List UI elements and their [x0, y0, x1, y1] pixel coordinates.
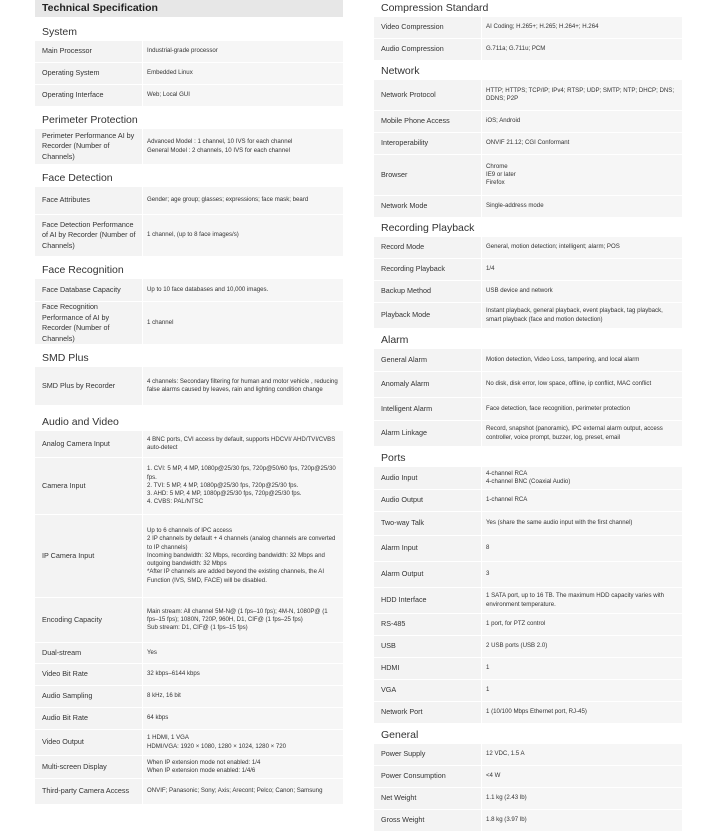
spec-row-hdd-interface — [374, 588, 682, 613]
spec-label: Audio Compression — [381, 44, 444, 54]
section-title-face-recognition: Face Recognition — [42, 264, 124, 276]
spec-row-power-supply — [374, 744, 682, 765]
spec-value: General, motion detection; intelligent; alarm; POS — [481, 237, 682, 258]
spec-label: Face Attributes — [42, 195, 90, 205]
spec-value: Face detection, face recognition, perimeter protection — [481, 398, 682, 420]
spec-label: RS-485 — [381, 619, 406, 629]
spec-value: 2 USB ports (USB 2.0) — [481, 636, 682, 657]
spec-row-two-way-talk — [374, 512, 682, 535]
spec-label: VGA — [381, 685, 397, 695]
left-column — [35, 0, 343, 805]
spec-label: Anomaly Alarm — [381, 379, 430, 389]
spec-value: Advanced Model : 1 channel, 10 IVS for each channel General Model : 2 channels, 10 IVS for each channel — [142, 129, 343, 164]
spec-row-usb — [374, 636, 682, 657]
spec-label: Perimeter Performance AI by Recorder (Number of Channels) — [42, 130, 135, 161]
section-title-face-detection: Face Detection — [42, 172, 113, 184]
spec-label: Audio Sampling — [42, 691, 93, 701]
spec-row-face-recognition-performance-of-ai-by-recorder-number-of-channels — [35, 302, 343, 344]
spec-row-gross-weight — [374, 810, 682, 831]
spec-row-playback-mode — [374, 303, 682, 328]
spec-row-power-consumption — [374, 766, 682, 787]
spec-row-browser — [374, 155, 682, 195]
spec-value: Yes — [142, 643, 343, 663]
spec-label: Record Mode — [381, 242, 425, 252]
spec-value: 8 — [481, 536, 682, 561]
spec-label: Audio Bit Rate — [42, 713, 88, 723]
spec-value: 4 channels: Secondary filtering for human and motor vehicle , reducing false alarms caused by leaves, rain and lighting condition change — [142, 367, 343, 405]
section-title-network: Network — [381, 65, 420, 77]
spec-row-hdmi — [374, 658, 682, 679]
spec-label: Video Output — [42, 737, 84, 747]
spec-label: Dual-stream — [42, 647, 82, 657]
spec-row-audio-input — [374, 467, 682, 489]
spec-row-record-mode — [374, 237, 682, 258]
right-column — [374, 0, 682, 832]
spec-value: 32 kbps–6144 kbps — [142, 664, 343, 685]
spec-row-net-weight — [374, 788, 682, 809]
spec-value: 1 port, for PTZ control — [481, 614, 682, 635]
spec-label: Audio Input — [381, 472, 418, 482]
spec-label: Multi-screen Display — [42, 761, 107, 771]
spec-value: Gender; age group; glasses; expressions; face mask; beard — [142, 187, 343, 214]
spec-label: Gross Weight — [381, 815, 425, 825]
spec-label: Network Mode — [381, 201, 428, 211]
section-title-ports: Ports — [381, 452, 406, 464]
spec-label: IP Camera Input — [42, 550, 95, 560]
spec-value: 64 kbps — [142, 708, 343, 729]
spec-label: Playback Mode — [381, 310, 431, 320]
spec-label: Face Recognition Performance of AI by Recorder (Number of Channels) — [42, 302, 110, 343]
section-title-alarm: Alarm — [381, 334, 409, 346]
spec-row-operating-system — [35, 63, 343, 84]
spec-row-main-processor — [35, 41, 343, 62]
spec-value: 1.8 kg (3.97 lb) — [481, 810, 682, 831]
spec-value: Instant playback, general playback, event playback, tag playback, smart playback (face and motion detection) — [481, 303, 682, 328]
spec-value: When IP extension mode not enabled: 1/4 When IP extension mode enabled: 1/4/6 — [142, 756, 343, 778]
spec-row-alarm-output — [374, 562, 682, 587]
spec-row-alarm-linkage — [374, 421, 682, 446]
spec-value: 1 (10/100 Mbps Ethernet port, RJ-45) — [481, 702, 682, 723]
spec-label: Analog Camera Input — [42, 438, 110, 448]
spec-row-third-party-camera-access — [35, 779, 343, 804]
spec-value: 3 — [481, 562, 682, 587]
spec-value: 8 kHz, 16 bit — [142, 686, 343, 707]
spec-value: 4-channel RCA 4-channel BNC (Coaxial Audio) — [481, 467, 682, 489]
spec-label: Operating Interface — [42, 90, 104, 100]
spec-label: Main Processor — [42, 46, 92, 56]
spec-value: 1. CVI: 5 MP, 4 MP, 1080p@25/30 fps, 720p@50/60 fps, 720p@25/30 fps. 2. TVI: 5 MP, 4 MP, 1080p@25/30 fps, 720p@25/30 fps. 3. AHD: 5 MP, 4 MP, 1080p@25/30 fps, 720p@25/30 fps. 4. CVBS: PAL/NTSC — [142, 458, 343, 514]
spec-label: Alarm Output — [381, 569, 424, 579]
spec-value: Chrome IE9 or later Firefox — [481, 155, 682, 195]
spec-label: Backup Method — [381, 286, 431, 296]
spec-label: Encoding Capacity — [42, 614, 102, 624]
spec-value: 4 BNC ports, CVI access by default, supports HDCVI/ AHD/TVI/CVBS auto-detect — [142, 431, 343, 457]
spec-value: 12 VDC, 1.5 A — [481, 744, 682, 765]
page-title: Technical Specification — [35, 0, 343, 17]
spec-row-audio-output — [374, 490, 682, 511]
spec-row-face-attributes — [35, 187, 343, 214]
spec-row-audio-bit-rate — [35, 708, 343, 729]
spec-value: 1 — [481, 680, 682, 701]
spec-label: Video Bit Rate — [42, 669, 88, 679]
spec-row-network-mode — [374, 196, 682, 217]
spec-value: Single-address mode — [481, 196, 682, 217]
spec-label: Power Consumption — [381, 771, 446, 781]
spec-row-backup-method — [374, 281, 682, 302]
spec-label: Face Detection Performance of AI by Recorder (Number of Channels) — [42, 219, 136, 250]
spec-value: ONVIF; Panasonic; Sony; Axis; Arecont; Pelco; Canon; Samsung — [142, 779, 343, 804]
spec-value: 1 — [481, 658, 682, 679]
spec-value: 1/4 — [481, 259, 682, 280]
spec-row-multi-screen-display — [35, 756, 343, 778]
section-title-system: System — [42, 26, 78, 38]
spec-label: Recording Playback — [381, 264, 445, 274]
spec-label: Intelligent Alarm — [381, 403, 433, 413]
spec-value: No disk, disk error, low space, offline, ip conflict, MAC conflict — [481, 372, 682, 397]
spec-label: Net Weight — [381, 793, 417, 803]
spec-value: ONVIF 21.12; CGI Conformant — [481, 133, 682, 154]
spec-label: Face Database Capacity — [42, 284, 121, 294]
spec-label: Audio Output — [381, 495, 423, 505]
spec-row-general-alarm — [374, 349, 682, 371]
spec-row-audio-sampling — [35, 686, 343, 707]
section-title-perimeter-protection: Perimeter Protection — [42, 114, 138, 126]
spec-row-analog-camera-input — [35, 431, 343, 457]
spec-row-vga — [374, 680, 682, 701]
spec-row-video-compression — [374, 17, 682, 38]
spec-label: SMD Plus by Recorder — [42, 380, 116, 390]
spec-label: Alarm Input — [381, 543, 418, 553]
spec-value: Industrial-grade processor — [142, 41, 343, 62]
spec-value: Up to 6 channels of IPC access 2 IP channels by default + 4 channels (analog channels are converted to IP channels) Incoming bandwidth: 32 Mbps, recording bandwidth: 32 Mbps and outgoing bandwidth: 32 Mbps *After IP channels are added beyond the existing channels, the AI Function (IVS, SMD, FACE) will be disabled. — [142, 515, 343, 597]
spec-label: Camera Input — [42, 480, 86, 490]
spec-label: HDMI — [381, 663, 400, 673]
spec-row-video-bit-rate — [35, 664, 343, 685]
spec-label: HDD Interface — [381, 595, 427, 605]
spec-row-mobile-phone-access — [374, 111, 682, 132]
spec-value: iOS; Android — [481, 111, 682, 132]
spec-label: Operating System — [42, 68, 100, 78]
spec-label: General Alarm — [381, 354, 427, 364]
spec-value: Web; Local GUI — [142, 85, 343, 106]
spec-value: Record, snapshot (panoramic), IPC external alarm output, access controller, voice prompt, buzzer, log, preset, email — [481, 421, 682, 446]
spec-value: 1 SATA port, up to 16 TB. The maximum HDD capacity varies with environment temperature. — [481, 588, 682, 613]
spec-label: USB — [381, 641, 396, 651]
spec-row-anomaly-alarm — [374, 372, 682, 397]
spec-row-video-output — [35, 730, 343, 755]
section-title-audio-and-video: Audio and Video — [42, 416, 119, 428]
spec-row-ip-camera-input — [35, 515, 343, 597]
spec-value: Yes (share the same audio input with the first channel) — [481, 512, 682, 535]
spec-row-encoding-capacity — [35, 598, 343, 642]
spec-row-network-port — [374, 702, 682, 723]
spec-value: HTTP; HTTPS; TCP/IP; IPv4; RTSP; UDP; SMTP; NTP; DHCP; DNS; DDNS; P2P — [481, 80, 682, 110]
spec-label: Browser — [381, 169, 408, 179]
spec-value: 1 HDMI, 1 VGA HDMI/VGA: 1920 × 1080, 1280 × 1024, 1280 × 720 — [142, 730, 343, 755]
spec-value: AI Coding; H.265+; H.265; H.264+; H.264 — [481, 17, 682, 38]
spec-row-network-protocol — [374, 80, 682, 110]
spec-row-alarm-input — [374, 536, 682, 561]
spec-row-recording-playback — [374, 259, 682, 280]
spec-row-interoperability — [374, 133, 682, 154]
spec-row-operating-interface — [35, 85, 343, 106]
spec-row-intelligent-alarm — [374, 398, 682, 420]
spec-row-smd-plus-by-recorder — [35, 367, 343, 405]
spec-label: Network Port — [381, 707, 423, 717]
spec-label: Alarm Linkage — [381, 428, 427, 438]
spec-value: 1-channel RCA — [481, 490, 682, 511]
section-title-smd-plus: SMD Plus — [42, 352, 89, 364]
spec-value: Motion detection, Video Loss, tampering, and local alarm — [481, 349, 682, 371]
spec-row-perimeter-performance-ai-by-recorder-number-of-channels — [35, 129, 343, 164]
spec-value: 1 channel — [142, 302, 343, 344]
spec-label: Interoperability — [381, 138, 429, 148]
spec-value: Embedded Linux — [142, 63, 343, 84]
spec-label: Third-party Camera Access — [42, 786, 130, 796]
spec-value: G.711a; G.711u; PCM — [481, 39, 682, 60]
spec-row-rs-485 — [374, 614, 682, 635]
spec-label: Mobile Phone Access — [381, 116, 450, 126]
spec-value: 1.1 kg (2.43 lb) — [481, 788, 682, 809]
spec-label: Two-way Talk — [381, 518, 425, 528]
spec-value: Up to 10 face databases and 10,000 images. — [142, 279, 343, 301]
spec-value: Main stream: All channel 5M-N@ (1 fps–10 fps); 4M-N, 1080P@ (1 fps–15 fps); 1080N, 720P, 960H, D1, CIF@ (1 fps–25 fps) Sub stream: D1, CIF@ (1 fps–15 fps) — [142, 598, 343, 642]
section-title-recording-playback: Recording Playback — [381, 222, 475, 234]
spec-label: Video Compression — [381, 22, 444, 32]
spec-label: Network Protocol — [381, 89, 436, 99]
spec-row-dual-stream — [35, 643, 343, 663]
section-title-compression-standard: Compression Standard — [381, 2, 489, 14]
section-title-general: General — [381, 729, 419, 741]
spec-row-face-detection-performance-of-ai-by-recorder-number-of-channels — [35, 215, 343, 256]
spec-value: USB device and network — [481, 281, 682, 302]
spec-row-face-database-capacity — [35, 279, 343, 301]
spec-value: 1 channel, (up to 8 face images/s) — [142, 215, 343, 256]
spec-row-audio-compression — [374, 39, 682, 60]
spec-row-camera-input — [35, 458, 343, 514]
spec-label: Power Supply — [381, 749, 426, 759]
spec-value: <4 W — [481, 766, 682, 787]
